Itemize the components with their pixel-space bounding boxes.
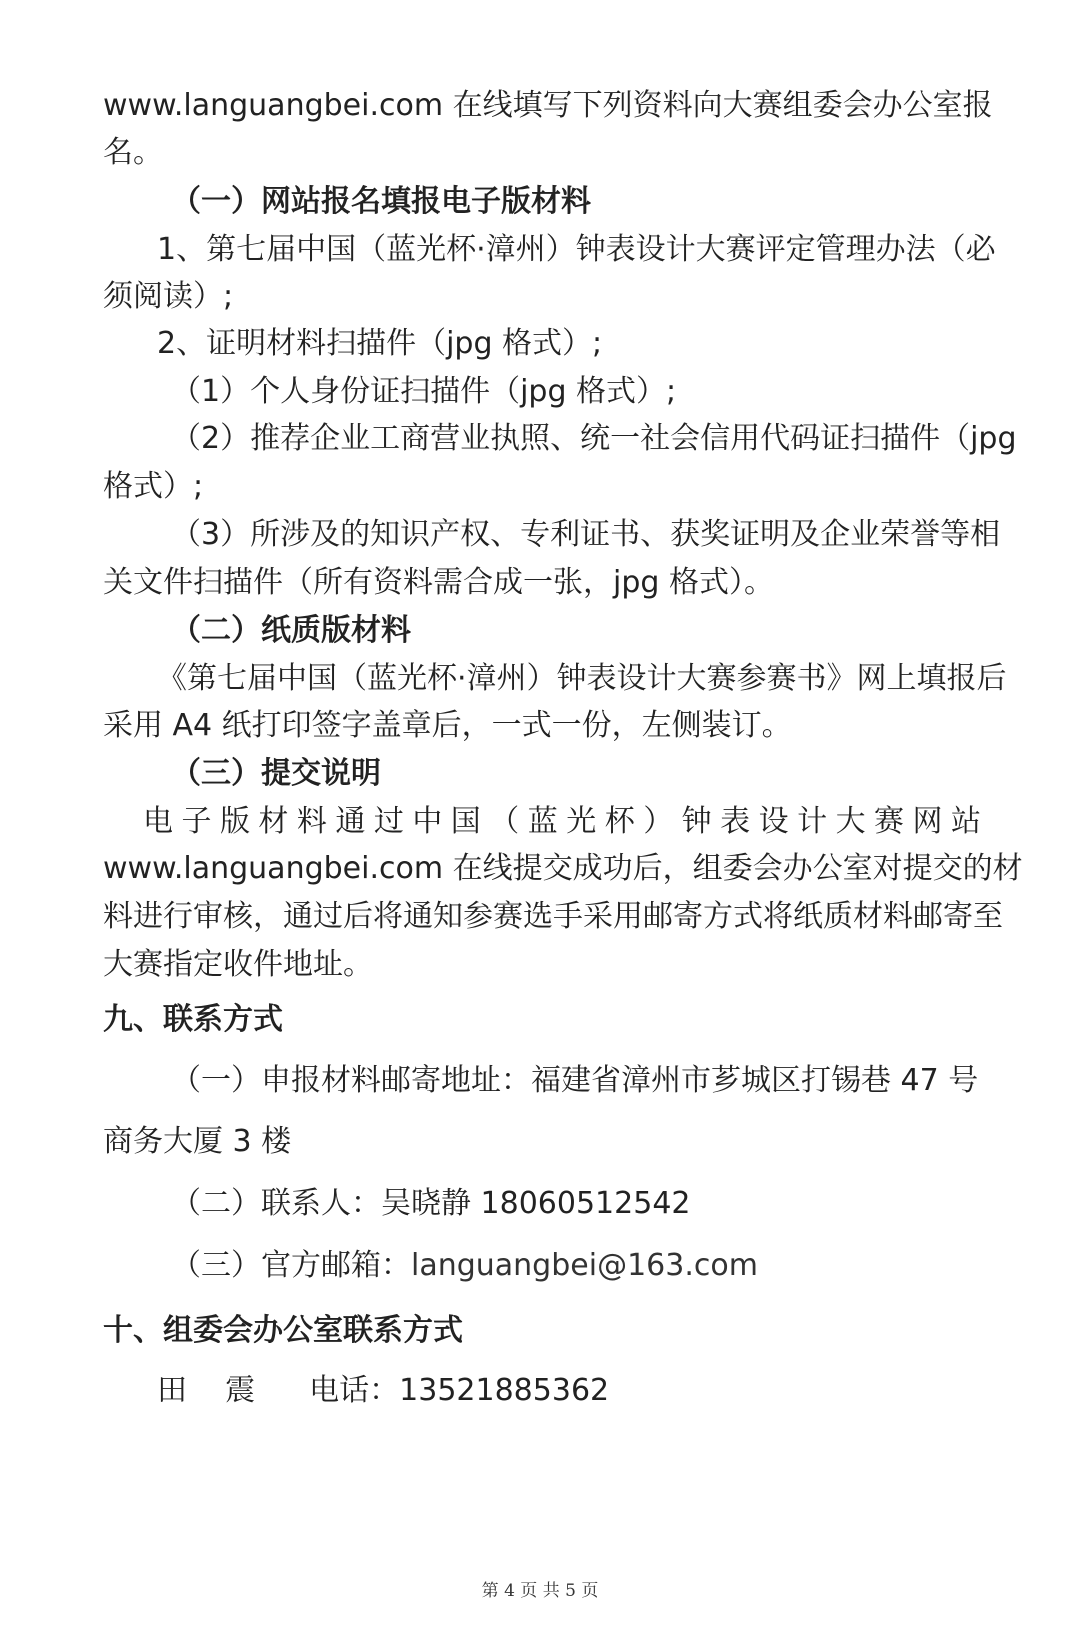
section-a-sub3-line1: （3）所涉及的知识产权、专利证书、获奖证明及企业荣誉等相	[171, 517, 1001, 552]
section-9-address-line1: （一）申报材料邮寄地址：福建省漳州市芗城区打锡巷 47 号	[171, 1063, 979, 1098]
section-c-heading: （三）提交说明	[171, 756, 381, 791]
section-10-heading: 十、组委会办公室联系方式	[103, 1313, 463, 1348]
section-c-line1: 电子版材料通过中国（蓝光杯）钟表设计大赛网站	[143, 804, 981, 839]
section-b-line2: 采用 A4 纸打印签字盖章后，一式一份，左侧装订。	[103, 708, 792, 743]
contact-phone: 电话：13521885362	[309, 1373, 610, 1408]
section-c-line2: www.languangbei.com 在线提交成功后，组委会办公室对提交的材	[103, 851, 1023, 886]
section-b-heading: （二）纸质版材料	[171, 613, 411, 648]
section-a-sub3-line2: 关文件扫描件（所有资料需合成一张，jpg 格式）。	[103, 565, 774, 600]
intro-line-2: 名。	[103, 135, 163, 170]
page-number-footer: 第 4 页 共 5 页	[481, 1581, 599, 1601]
section-a-heading: （一）网站报名填报电子版材料	[171, 184, 591, 219]
intro-line-1: www.languangbei.com 在线填写下列资料向大赛组委会办公室报	[103, 88, 993, 123]
section-a-sub2-line2: 格式）;	[103, 469, 204, 504]
section-9-heading: 九、联系方式	[103, 1002, 283, 1037]
section-9-address-line2: 商务大厦 3 楼	[103, 1124, 292, 1159]
section-9-contact: （二）联系人：吴晓静 18060512542	[171, 1186, 691, 1221]
section-b-line1: 《第七届中国（蓝光杯·漳州）钟表设计大赛参赛书》网上填报后	[157, 661, 1007, 696]
contact-name: 田 震	[157, 1373, 256, 1408]
section-a-item2: 2、证明材料扫描件（jpg 格式）;	[157, 326, 603, 361]
section-a-item1-line1: 1、第七届中国（蓝光杯·漳州）钟表设计大赛评定管理办法（必	[157, 232, 996, 267]
email-label: （三）官方邮箱：	[171, 1248, 411, 1283]
section-10-contact	[157, 1371, 1037, 1411]
section-a-sub2-line1: （2）推荐企业工商营业执照、统一社会信用代码证扫描件（jpg	[171, 421, 1017, 456]
section-9-email	[171, 1246, 1051, 1286]
email-address-link[interactable]: languangbei@163.com	[411, 1248, 758, 1283]
section-a-sub1: （1）个人身份证扫描件（jpg 格式）;	[171, 374, 677, 409]
section-a-item1-line2: 须阅读）;	[103, 279, 234, 314]
section-c-line3: 料进行审核，通过后将通知参赛选手采用邮寄方式将纸质材料邮寄至	[103, 899, 1003, 934]
section-c-line4: 大赛指定收件地址。	[103, 947, 373, 982]
